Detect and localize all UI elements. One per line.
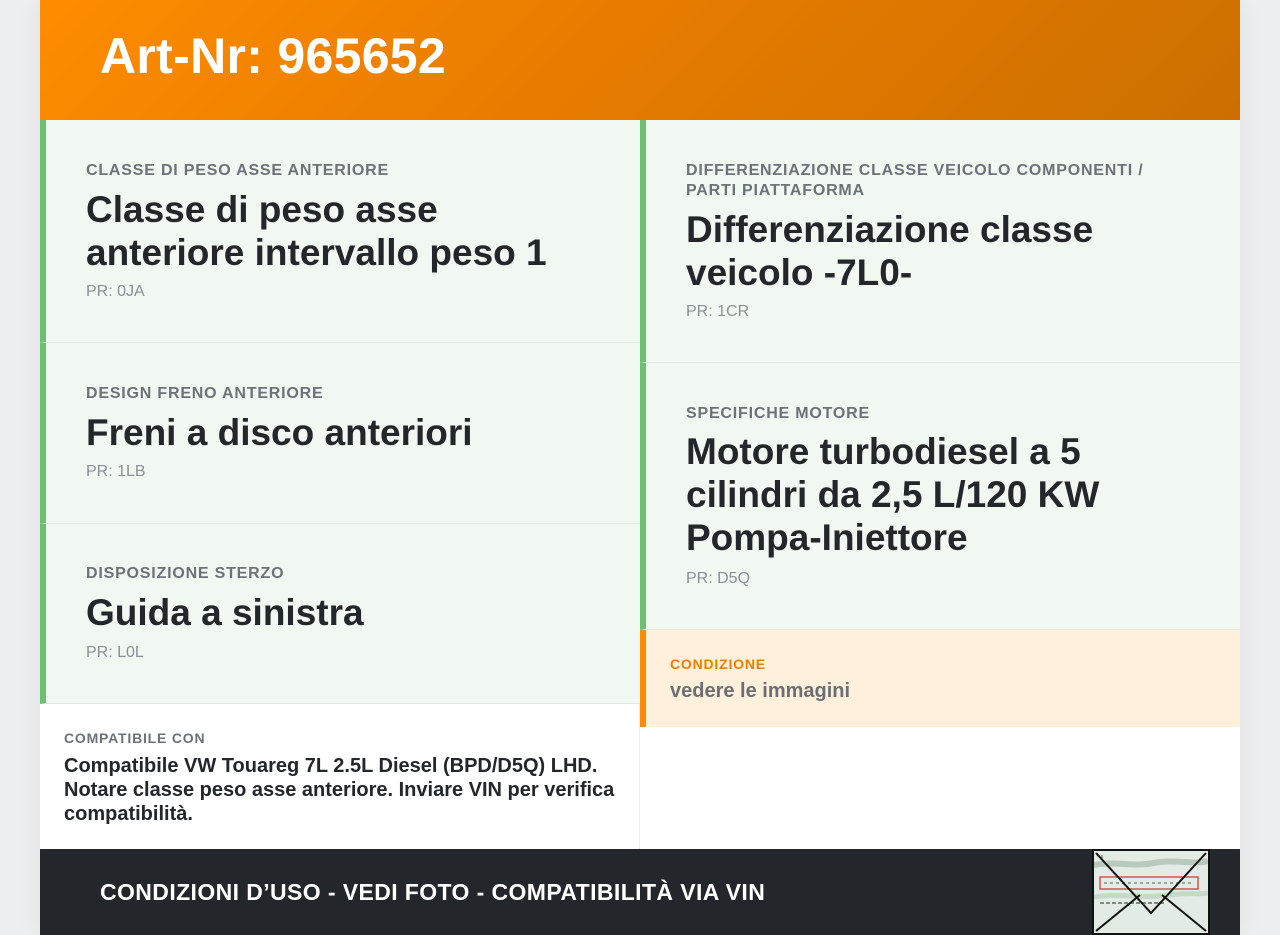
spec-card-engine — [640, 363, 1240, 630]
spec-pr-code: PR: D5Q — [686, 570, 751, 587]
spec-value: Differenziazione classe veicolo -7L0- — [686, 209, 1094, 293]
photo-thumbnail-graphic — [1094, 851, 1208, 933]
spec-value: Freni a disco anteriori — [86, 412, 473, 453]
spec-card-vehicle-class — [640, 120, 1240, 363]
article-number-title: Art-Nr: 965652 — [100, 28, 447, 84]
spec-label: DIFFERENZIAZIONE CLASSE VEICOLO COMPONENTI / PARTI PIATTAFORMA — [686, 162, 1144, 199]
spec-card-front-axle-weight — [40, 120, 640, 343]
spec-pr-code: PR: 1LB — [86, 463, 146, 480]
spec-card-front-brake — [40, 343, 640, 524]
spec-label: SPECIFICHE MOTORE — [686, 405, 870, 422]
photo-thumbnail-icon[interactable] — [1092, 849, 1210, 935]
compatibility-label: COMPATIBILE CON — [64, 730, 206, 746]
specs-right-column — [640, 120, 1240, 727]
header-bar — [40, 0, 1240, 120]
spec-value: Guida a sinistra — [86, 592, 364, 633]
spec-pr-code: PR: L0L — [86, 644, 144, 661]
compatibility-text: Compatibile VW Touareg 7L 2.5L Diesel (BPD/D5Q) LHD. Notare classe peso asse anteriore. Inviare VIN per verifica compatibilità. — [64, 755, 615, 825]
specs-left-column — [40, 120, 640, 850]
compatibility-section — [40, 704, 640, 850]
spec-value: Motore turbodiesel a 5 cilindri da 2,5 L/120 KW Pompa-Iniettore — [686, 431, 1100, 558]
spec-label: DESIGN FRENO ANTERIORE — [86, 385, 324, 402]
spec-pr-code: PR: 1CR — [686, 303, 750, 320]
condition-label: CONDIZIONE — [670, 656, 766, 672]
condition-text: vedere le immagini — [670, 680, 851, 702]
spec-value: Classe di peso asse anteriore intervallo peso 1 — [86, 189, 547, 273]
spec-pr-code: PR: 0JA — [86, 283, 145, 300]
footer-text: CONDIZIONI D’USO - VEDI FOTO - COMPATIBILITÀ VIA VIN — [100, 879, 766, 905]
product-sheet — [40, 0, 1240, 935]
spec-card-steering — [40, 524, 640, 704]
footer-bar — [40, 849, 1240, 935]
spec-label: CLASSE DI PESO ASSE ANTERIORE — [86, 162, 389, 179]
condition-section — [640, 630, 1240, 727]
spec-label: DISPOSIZIONE STERZO — [86, 565, 285, 582]
